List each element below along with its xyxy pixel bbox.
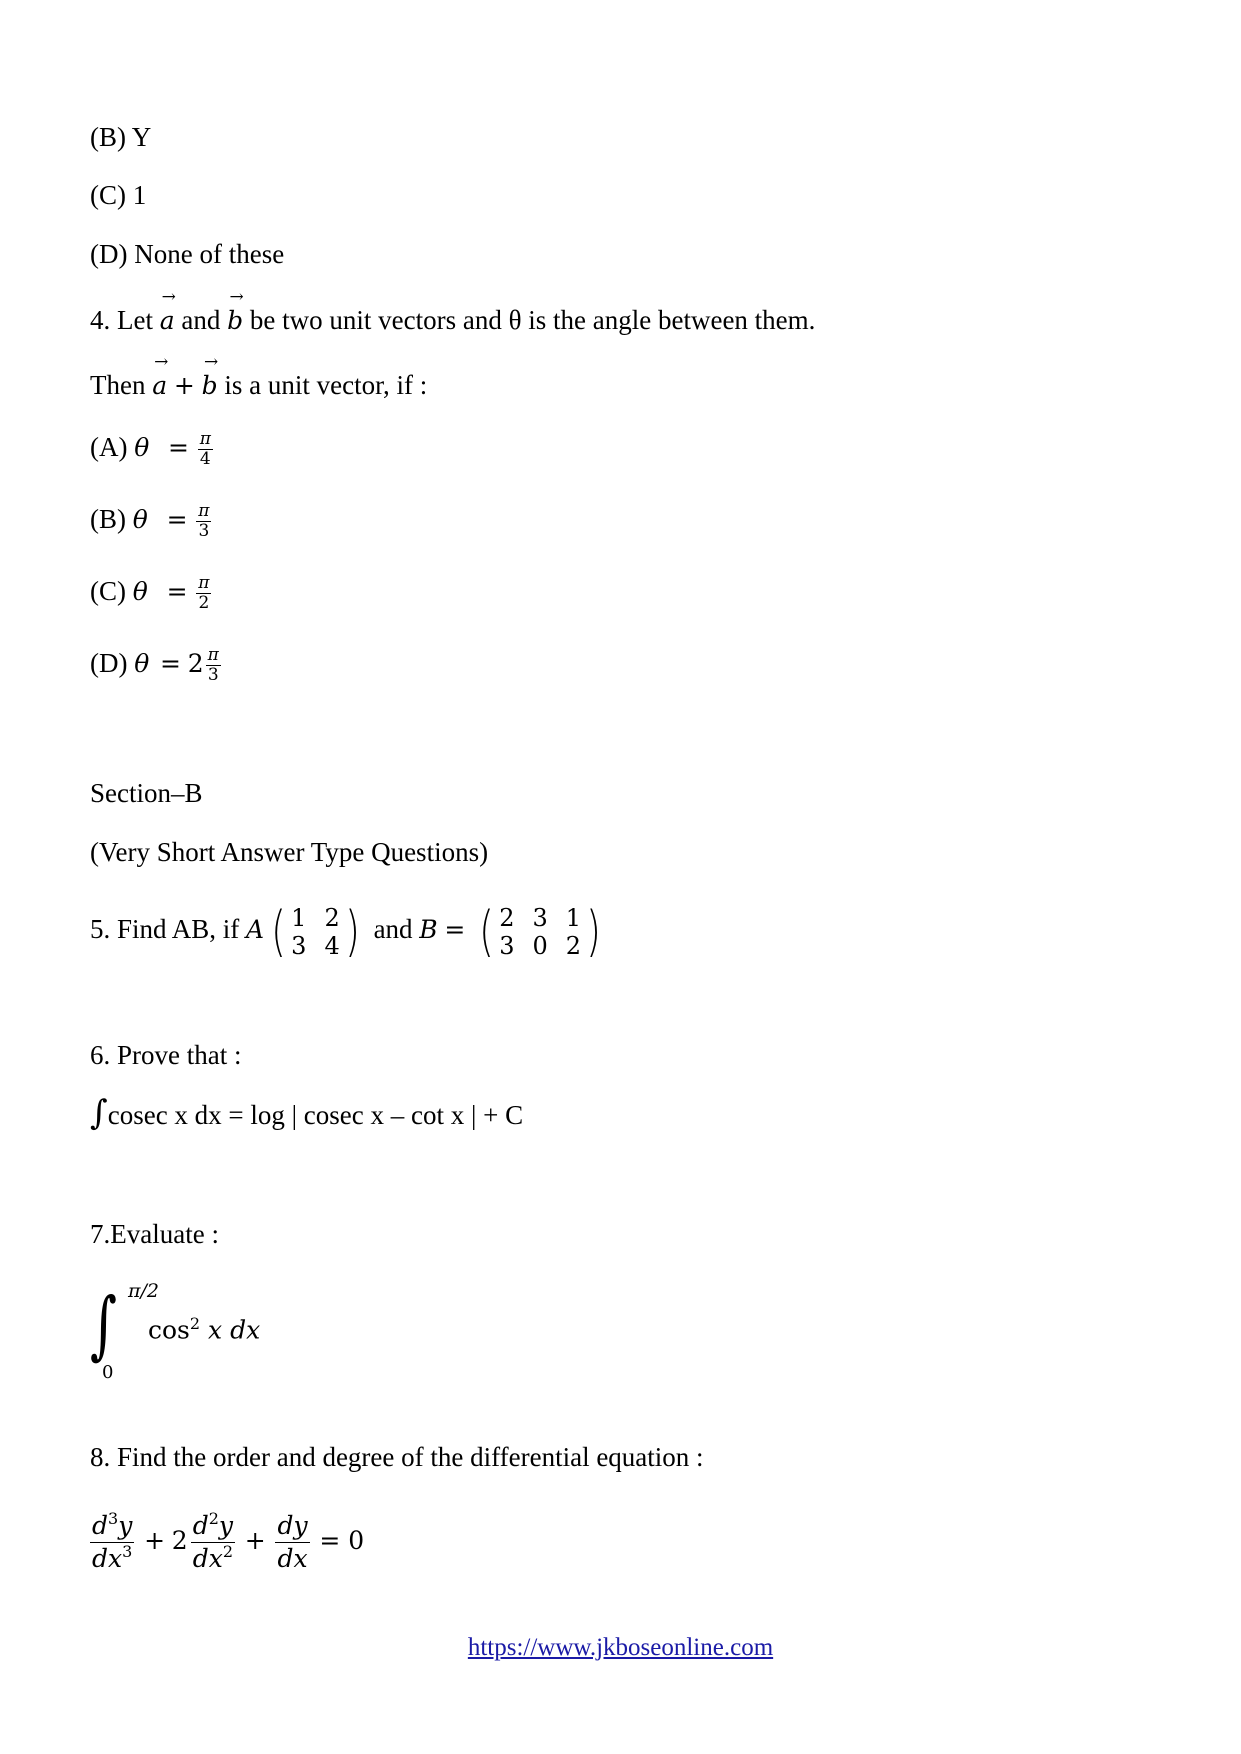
upper-limit: π/2 [128, 1280, 159, 1302]
matrix-b: ( 2 3 1 3 0 2 ) [479, 899, 601, 963]
q4-condition: Then → a + → b is a unit vector, if : [90, 368, 427, 403]
q3-option-d: (D) None of these [90, 239, 285, 269]
q4-option-c: (C) θ = $\frac{\pi}{2}$ [90, 573, 210, 614]
q7-statement: 7.Evaluate : [90, 1219, 219, 1249]
q3-option-b: (B) Y [90, 122, 152, 152]
fraction: $\frac{\pi}{4}$ [199, 429, 211, 470]
q4-option-a: (A) θ = $\frac{\pi}{4}$ [90, 429, 211, 470]
integral-icon: ∫ [90, 1282, 117, 1368]
q4-option-b: (B) θ = $\frac{\pi}{3}$ [90, 501, 210, 542]
q5-statement: 5. Find AB, if A ( 1 2 3 4 ) and B = ( 2 3 1 3 0 2 ) [90, 902, 608, 962]
fraction: $\frac{\pi}{3}$ [207, 645, 219, 686]
q6-formula: ∫cosec x dx = log | cosec x – cot x | + C [90, 1093, 524, 1133]
integral-icon: ∫ [90, 1093, 108, 1133]
vector-b: → b [201, 352, 219, 400]
q6-statement: 6. Prove that : [90, 1040, 242, 1070]
section-subtitle: (Very Short Answer Type Questions) [90, 837, 489, 867]
fraction: $\frac{\pi}{2}$ [198, 573, 210, 614]
fraction: $\frac{d^2y}{dx^2}$ [192, 1509, 234, 1574]
section-title: Section–B [90, 778, 203, 808]
q8-equation: $\frac{d^3y}{dx^3}$ + 2 $\frac{d^2y}{dx^2}$ + $\frac{dy}{dx}$ = 0 [92, 1509, 365, 1574]
lower-limit: 0 [102, 1362, 114, 1383]
footer [0, 1634, 1241, 1662]
q3-option-c: (C) 1 [90, 180, 147, 210]
q7-definite-integral [90, 1280, 350, 1390]
vector-b: → b [227, 287, 244, 335]
vector-a: → a [152, 352, 169, 400]
vector-a: → a [159, 287, 176, 335]
q4-option-d: (D) θ = 2 $\frac{\pi}{3}$ [90, 645, 219, 686]
website-link[interactable]: https://www.jkboseonline.com [467, 1634, 774, 1661]
matrix-a: ( 1 2 3 4 ) [271, 899, 360, 963]
q4-statement: 4. Let → a and → b be two unit vectors and θ is the angle between them. [90, 303, 815, 338]
integrand: $\cos^2 x$ dx [148, 1314, 261, 1345]
fraction: $\frac{dy}{dx}$ [277, 1511, 308, 1574]
fraction: $\frac{\pi}{3}$ [198, 501, 210, 542]
q8-statement: 8. Find the order and degree of the differential equation : [90, 1442, 704, 1472]
fraction: $\frac{d^3y}{dx^3}$ [92, 1509, 133, 1574]
